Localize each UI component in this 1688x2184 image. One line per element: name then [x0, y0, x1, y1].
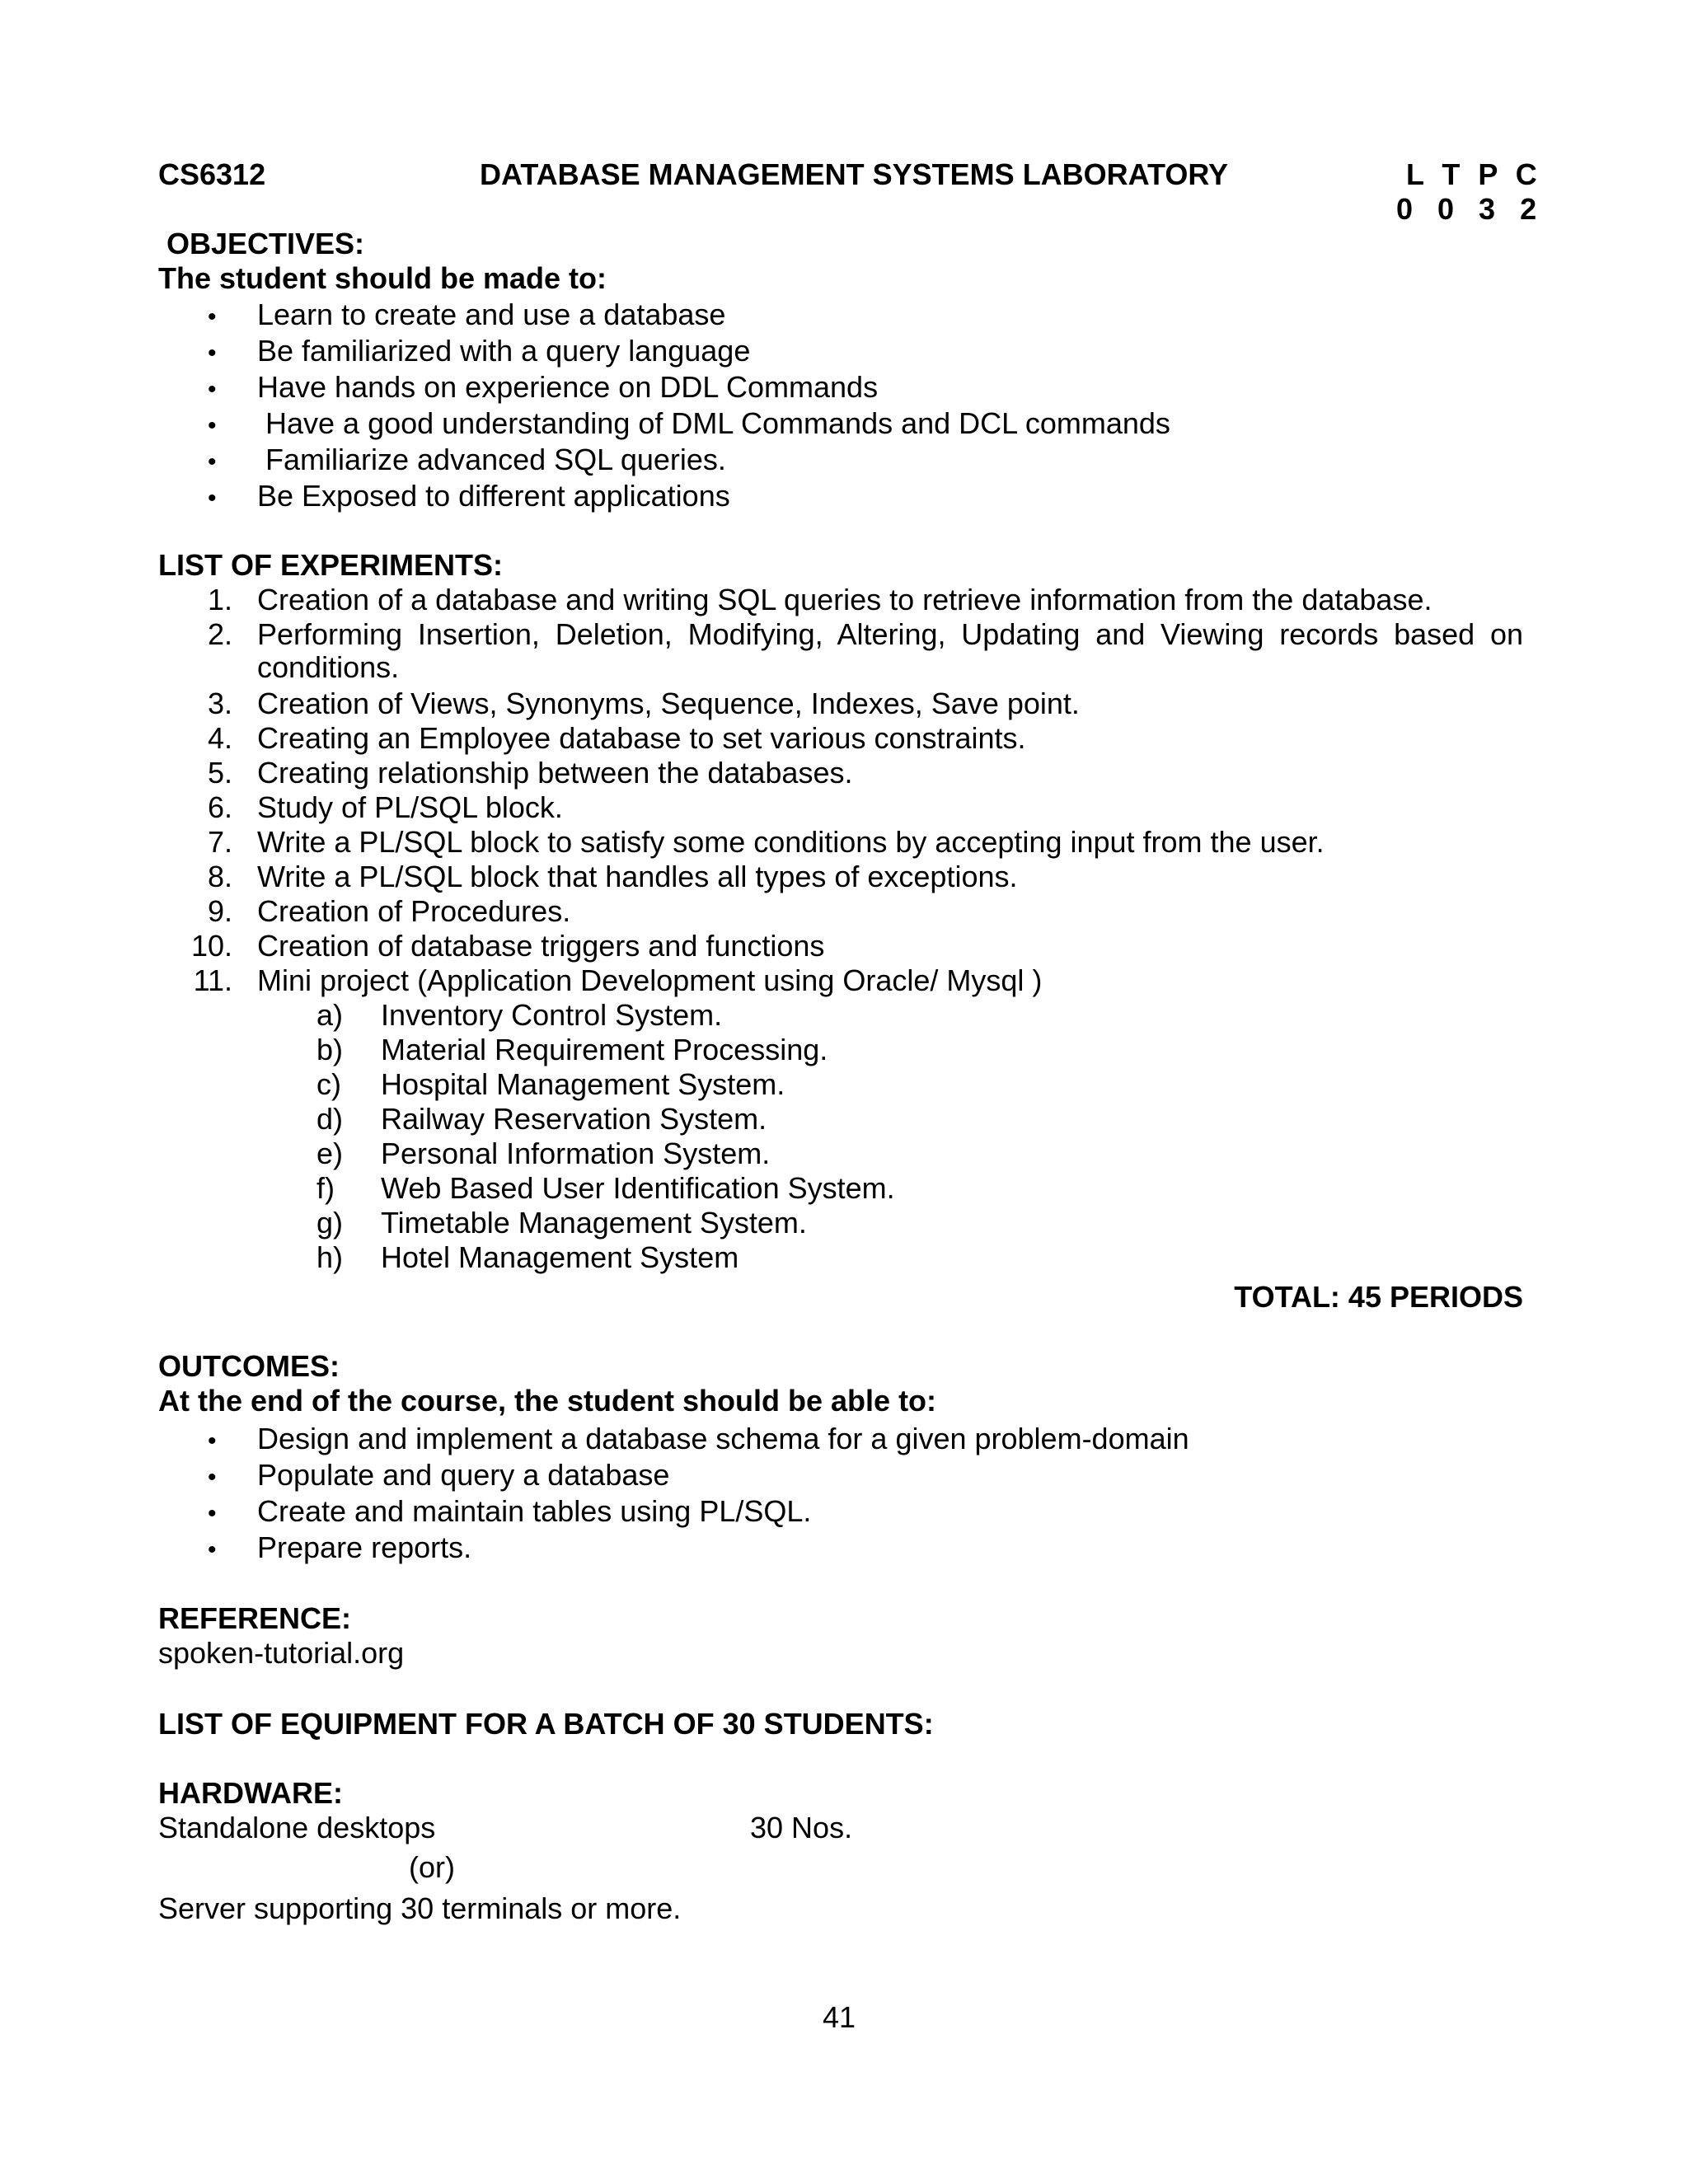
- experiment-number: 1.: [207, 583, 232, 616]
- reference-text: spoken-tutorial.org: [158, 1636, 405, 1670]
- bullet-icon: •: [208, 303, 217, 330]
- equipment-heading: LIST OF EQUIPMENT FOR A BATCH OF 30 STUDENTS:: [158, 1707, 934, 1741]
- outcomes-heading: OUTCOMES:: [158, 1349, 340, 1383]
- experiment-text: Creation of Views, Synonyms, Sequence, Indexes, Save point.: [257, 687, 1080, 720]
- objective-item: [208, 479, 730, 515]
- bullet-icon: •: [208, 448, 217, 476]
- experiment-text: Study of PL/SQL block.: [257, 790, 563, 824]
- experiment-text: Creation of database triggers and functions: [257, 929, 825, 963]
- outcome-text: Prepare reports.: [257, 1530, 472, 1564]
- experiment-text: Creating an Employee database to set various constraints.: [257, 721, 1026, 755]
- bullet-icon: •: [208, 1536, 217, 1563]
- experiment-number: 9.: [207, 894, 232, 928]
- outcomes-intro: At the end of the course, the student should be able to:: [158, 1384, 937, 1418]
- reference-heading: REFERENCE:: [158, 1601, 352, 1635]
- objectives-heading: OBJECTIVES:: [166, 227, 365, 260]
- objective-text: Be Exposed to different applications: [257, 479, 730, 513]
- experiment-number: 8.: [207, 860, 232, 893]
- objectives-intro: The student should be made to:: [158, 261, 607, 295]
- experiment-text: Write a PL/SQL block that handles all types of exceptions.: [257, 860, 1018, 893]
- experiment-text: Creation of a database and writing SQL queries to retrieve information from the database.: [257, 583, 1432, 616]
- objective-item: [208, 370, 879, 406]
- server-text: Server supporting 30 terminals or more.: [158, 1891, 682, 1925]
- experiment-text: Performing Insertion, Deletion, Modifying, Altering, Updating and Viewing records based on conditions.: [257, 617, 1523, 684]
- mini-project-text: Material Requirement Processing.: [381, 1033, 828, 1066]
- outcome-text: Design and implement a database schema for a given problem-domain: [257, 1422, 1189, 1455]
- course-title: DATABASE MANAGEMENT SYSTEMS LABORATORY: [480, 157, 1229, 191]
- mini-project-text: Hotel Management System: [381, 1240, 739, 1274]
- mini-project-text: Railway Reservation System.: [381, 1102, 767, 1136]
- mini-project-text: Personal Information System.: [381, 1137, 771, 1170]
- experiment-number: 10.: [190, 929, 232, 963]
- hardware-heading: HARDWARE:: [158, 1776, 343, 1810]
- mini-project-text: Inventory Control System.: [381, 998, 723, 1032]
- experiment-text: Write a PL/SQL block to satisfy some conditions by accepting input from the user.: [257, 825, 1325, 859]
- bullet-icon: •: [208, 1500, 217, 1527]
- mini-project-letter: b): [316, 1033, 344, 1066]
- ltpc-values: 0 0 3 2: [1396, 192, 1545, 226]
- ltpc-labels: L T P C: [1406, 157, 1542, 191]
- desktops-label: Standalone desktops: [158, 1811, 436, 1844]
- mini-project-text: Hospital Management System.: [381, 1067, 785, 1101]
- outcome-text: Populate and query a database: [257, 1458, 670, 1492]
- objective-item: [208, 298, 726, 334]
- experiment-number: 7.: [207, 825, 232, 859]
- total-periods: TOTAL: 45 PERIODS: [1234, 1280, 1523, 1314]
- desktops-qty: 30 Nos.: [750, 1811, 853, 1844]
- mini-project-text: Web Based User Identification System.: [381, 1171, 895, 1205]
- outcome-item: [208, 1422, 1189, 1458]
- experiment-number: 5.: [207, 756, 232, 790]
- objective-item: [208, 334, 751, 370]
- bullet-icon: •: [208, 340, 217, 367]
- course-code: CS6312: [158, 157, 266, 191]
- bullet-icon: •: [208, 485, 217, 512]
- experiment-number: 11.: [193, 963, 232, 997]
- experiment-text: Creating relationship between the databases.: [257, 756, 853, 790]
- bullet-icon: •: [208, 1464, 217, 1491]
- experiment-number: 3.: [207, 687, 232, 720]
- mini-project-letter: a): [316, 998, 344, 1032]
- experiment-text: Creation of Procedures.: [257, 894, 571, 928]
- mini-project-letter: h): [316, 1240, 344, 1274]
- or-text: (or): [409, 1850, 455, 1884]
- experiment-number: 6.: [207, 790, 232, 824]
- experiment-text: Mini project (Application Development using Oracle/ Mysql ): [257, 963, 1043, 997]
- outcome-item: [208, 1530, 472, 1567]
- objective-text: Learn to create and use a database: [257, 298, 726, 331]
- objective-text: Have a good understanding of DML Commands and DCL commands: [257, 406, 1170, 440]
- page-number: 41: [823, 2000, 856, 2034]
- objective-text: Familiarize advanced SQL queries.: [257, 443, 726, 476]
- outcome-item: [208, 1494, 812, 1530]
- mini-project-letter: g): [316, 1206, 344, 1240]
- experiments-heading: LIST OF EXPERIMENTS:: [158, 548, 504, 582]
- mini-project-letter: d): [316, 1102, 344, 1136]
- mini-project-letter: f): [316, 1171, 335, 1205]
- objective-text: Be familiarized with a query language: [257, 334, 751, 368]
- experiment-number: 4.: [207, 721, 232, 755]
- experiment-number: 2.: [207, 617, 232, 651]
- mini-project-letter: e): [316, 1137, 344, 1170]
- mini-project-text: Timetable Management System.: [381, 1206, 807, 1240]
- outcome-text: Create and maintain tables using PL/SQL.: [257, 1494, 812, 1528]
- bullet-icon: •: [208, 376, 217, 403]
- bullet-icon: •: [208, 1427, 217, 1455]
- objective-text: Have hands on experience on DDL Commands: [257, 370, 879, 404]
- mini-project-letter: c): [316, 1067, 341, 1101]
- bullet-icon: •: [208, 412, 217, 439]
- outcome-item: [208, 1458, 670, 1494]
- objective-item: [208, 406, 1170, 443]
- objective-item: [208, 443, 726, 479]
